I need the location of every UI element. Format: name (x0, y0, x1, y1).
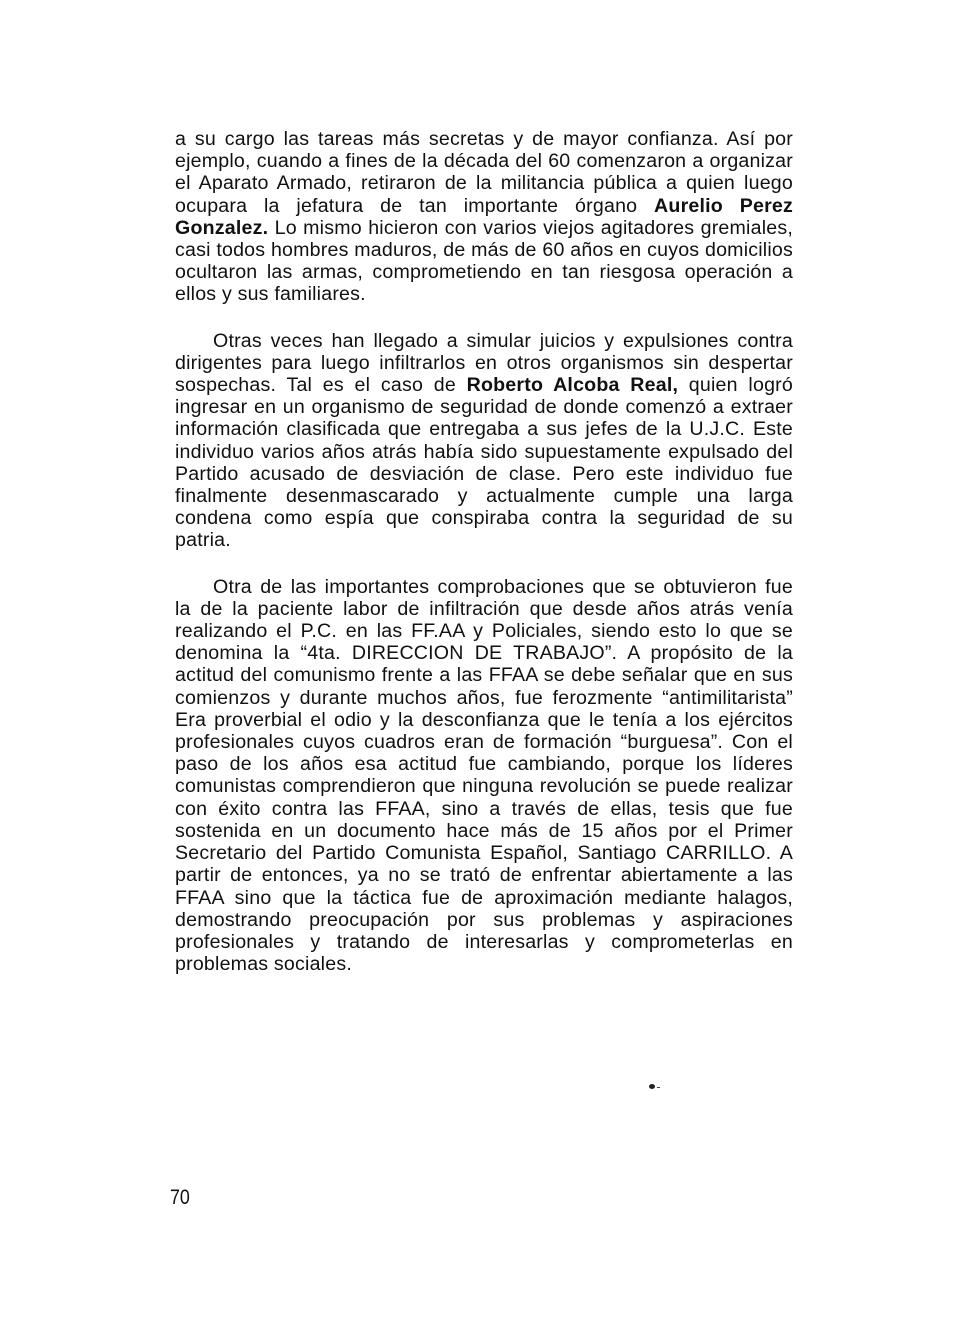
body-text (175, 128, 793, 975)
paragraph-1-bold-name: Aurelio Perez Gonzalez. (175, 194, 794, 239)
paragraph-2 (175, 330, 793, 552)
ink-speck-mark (649, 1084, 655, 1089)
paragraph-2-text-a: Otras veces han llegado a simular juicios y expulsiones contra dirigentes para luego infiltrarlos en otros organismos sin despertar sospechas. Tal es el caso de (175, 329, 793, 397)
paragraph-1-text-a: a su cargo las tareas más secretas y de mayor confianza. Así por ejemplo, cuando a fines de la década del 60 comenzaron a organizar el Aparato Armado, retiraron de la militancia pública a quien luego ocupara la jefatura de tan importante órgano (175, 128, 793, 217)
paragraph-3-text: Otra de las importantes comprobaciones que se obtuvieron fue la de la paciente labor de infiltración que desde años atrás venía realizando el P.C. en las FF.AA y Policiales, siendo esto lo que se denomina la “4ta. DIRECCION DE TRABAJO”. A propósito de la actitud del comunismo frente a las FFAA se debe señalar que en sus comienzos y durante muchos años, fue ferozmente “antimilitarista” Era proverbial el odio y la desconfianza que le tenía a los ejércitos profesionales cuyos cuadros eran de formación “burguesa”. Con el paso de los años esa actitud fue cambiando, porque los líderes comunistas comprendieron que ninguna revolución se puede realizar con éxito contra las FFAA, sino a través de ellas, tesis que fue sostenida en un documento hace más de 15 años por el Primer Secretario del Partido Comunista Español, Santiago CARRILLO. A partir de entonces, ya no se trató de enfrentar abiertamente a las FFAA sino que la táctica fue de aproximación mediante halagos, demostrando preocupación por sus problemas y aspiraciones profesionales y tratando de interesarlas y comprometerlas en problemas sociales. (175, 575, 793, 976)
paragraph-2-text-b: quien logró ingresar en un organismo de seguridad de donde comenzó a extraer información clasificada que entregaba a sus jefes de la U.J.C. Este individuo varios años atrás había sido supuestamente expulsado del Partido acusado de desviación de clase. Pero este individuo fue finalmente desenmascarado y actualmente cumple una larga condena como espía que conspiraba contra la seguridad de su patria. (175, 374, 793, 552)
paragraph-3 (175, 576, 793, 976)
paragraph-1-text-b: Lo mismo hicieron con varios viejos agitadores gremiales, casi todos hombres maduros, de más de 60 años en cuyos domicilios ocultaron las armas, comprometiendo en tan riesgosa operación a ellos y sus familiares. (175, 216, 793, 306)
paragraph-1 (175, 128, 793, 306)
paragraph-2-bold-name: Roberto Alcoba Real, (466, 374, 679, 397)
ink-speck-tail (657, 1087, 660, 1088)
page-number: 70 (170, 1186, 190, 1209)
